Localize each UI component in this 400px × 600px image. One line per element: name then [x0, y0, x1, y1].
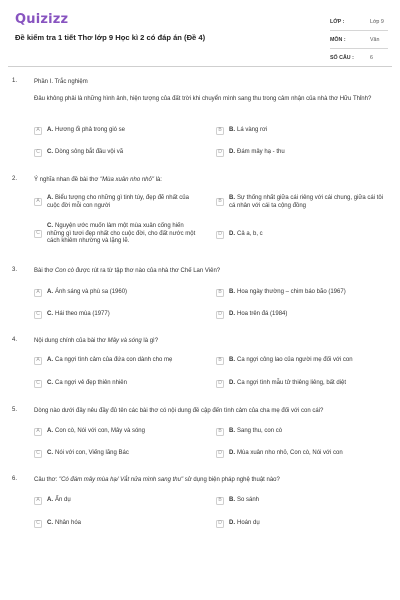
option-badge: A	[34, 198, 42, 206]
option-a[interactable]	[34, 127, 204, 135]
option-badge: C	[34, 380, 42, 388]
question-text-suffix: được rút ra từ tập thơ nào của nhà thơ Chế Lan Viên?	[73, 268, 221, 274]
option-d[interactable]	[216, 520, 388, 528]
question-text: Dòng nào dưới đây nêu đầy đủ tên các bài thơ có nội dung đề cập đến tình cảm của cha mẹ đối với con cái?	[34, 408, 324, 414]
option-letter: A.	[47, 127, 53, 133]
option-c[interactable]	[34, 311, 204, 319]
option-badge: D	[216, 149, 224, 157]
option-badge: B	[216, 289, 224, 297]
question-number: 1.	[12, 78, 18, 84]
meta-row-count	[330, 49, 388, 66]
question-text-italic: "Mùa xuân nho nhỏ"	[100, 177, 154, 183]
meta-value: Văn	[370, 36, 380, 43]
option-d[interactable]	[216, 380, 388, 388]
option-c[interactable]	[34, 380, 204, 388]
option-text: So sánh	[237, 497, 260, 503]
option-badge: B	[216, 127, 224, 135]
option-a[interactable]	[34, 357, 204, 365]
header-divider	[8, 66, 392, 67]
option-letter: A.	[47, 195, 53, 201]
option-letter: D.	[229, 231, 235, 237]
question-text-prefix: Câu thơ:	[34, 477, 59, 483]
meta-row-class	[330, 13, 388, 31]
question-text	[34, 337, 379, 345]
option-b[interactable]	[216, 497, 388, 505]
option-letter: D.	[229, 380, 235, 386]
option-text: Ca ngợi tình cảm của đứa con dành cho mẹ	[55, 357, 173, 363]
option-d[interactable]	[216, 149, 386, 157]
option-letter: B.	[229, 497, 235, 503]
option-text: Hoa trên đá (1984)	[237, 311, 288, 317]
option-letter: A.	[47, 289, 53, 295]
option-d[interactable]	[216, 450, 388, 458]
option-letter: C.	[47, 311, 53, 317]
question-text	[34, 267, 379, 275]
option-letter: D.	[229, 450, 235, 456]
option-text: Nói với con, Viếng lăng Bác	[55, 450, 129, 456]
option-b[interactable]	[216, 357, 388, 365]
question-number: 4.	[12, 337, 18, 343]
question-text	[34, 476, 379, 484]
option-d[interactable]	[216, 231, 388, 239]
option-badge: D	[216, 231, 224, 239]
meta-value: 6	[370, 54, 373, 61]
option-b[interactable]	[216, 428, 388, 436]
option-text: Hái theo mùa (1977)	[55, 311, 110, 317]
option-text: Cả a, b, c	[237, 231, 263, 237]
option-badge: A	[34, 428, 42, 436]
question-text-italic: Mây và sóng	[107, 338, 142, 344]
option-text: Ca ngợi công lao của người mẹ đối với con	[237, 357, 353, 363]
option-letter: B.	[229, 357, 235, 363]
option-letter: C.	[47, 380, 53, 386]
option-text: Ẩn dụ	[55, 497, 71, 503]
option-c[interactable]	[34, 223, 202, 246]
option-badge: D	[216, 520, 224, 528]
option-a[interactable]	[34, 497, 204, 505]
option-letter: B.	[229, 289, 235, 295]
option-letter: D.	[229, 520, 235, 526]
question-text-prefix: Nội dung chính của bài thơ	[34, 338, 108, 344]
option-badge: A	[34, 357, 42, 365]
option-text: Đám mây hạ - thu	[237, 149, 285, 155]
option-text: Dòng sông bắt đầu vội vã	[55, 149, 124, 155]
option-badge: D	[216, 311, 224, 319]
option-letter: C.	[47, 223, 53, 229]
option-letter: B.	[229, 428, 235, 434]
option-letter: A.	[47, 497, 53, 503]
option-letter: A.	[47, 428, 53, 434]
meta-box	[330, 13, 388, 66]
option-letter: C.	[47, 149, 53, 155]
question-number: 6.	[12, 476, 18, 482]
option-c[interactable]	[34, 520, 204, 528]
option-text: Hoa ngày thường – chim báo bão (1967)	[237, 289, 346, 295]
question-text-suffix: sử dụng biện pháp nghệ thuật nào?	[183, 477, 280, 483]
option-text: Con cò, Nói với con, Mây và sóng	[55, 428, 145, 434]
option-text: Ca ngợi tình mẫu tử thiêng liêng, bất diệt	[237, 380, 347, 386]
option-text: Ca ngợi vẻ đẹp thiên nhiên	[55, 380, 127, 386]
option-a[interactable]	[34, 195, 202, 210]
question-text: Đâu không phải là những hình ảnh, hiện tượng của đất trời khi chuyển mình sang thu trong cảm nhận của nhà thơ Hữu Thỉnh?	[34, 96, 372, 102]
option-b[interactable]	[216, 289, 388, 297]
quizizz-logo: Quizizz	[15, 12, 69, 27]
option-letter: D.	[229, 311, 235, 317]
option-text: Nhân hóa	[55, 520, 82, 526]
option-letter: B.	[229, 127, 235, 133]
option-badge: B	[216, 357, 224, 365]
option-badge: C	[34, 149, 42, 157]
option-text: Ánh sáng và phù sa (1960)	[55, 289, 128, 295]
option-text: Sự thống nhất giữa cái riêng với cái chung, giữa cái tôi cá nhân với cái ta cộng đồng	[229, 195, 384, 209]
option-text: Biểu tượng cho những gì tinh túy, đẹp đẽ nhất của cuộc đời mỗi con người	[47, 195, 189, 209]
option-c[interactable]	[34, 450, 204, 458]
meta-label: MÔN :	[330, 36, 346, 43]
option-letter: B.	[229, 195, 235, 201]
option-text: Lá vàng rơi	[237, 127, 268, 133]
meta-label: LỚP :	[330, 18, 345, 25]
question-text-italic: Con cò	[54, 268, 74, 274]
worksheet-header	[0, 0, 400, 66]
question-text-prefix: Bài thơ	[34, 268, 55, 274]
option-b[interactable]	[216, 127, 386, 135]
option-c[interactable]	[34, 149, 204, 157]
option-badge: D	[216, 450, 224, 458]
worksheet-title: Đề kiểm tra 1 tiết Thơ lớp 9 Học kì 2 có đáp án (Đề 4)	[15, 33, 206, 42]
option-badge: C	[34, 450, 42, 458]
option-d[interactable]	[216, 311, 388, 319]
option-text: Sang thu, con cò	[237, 428, 283, 434]
meta-value: Lớp 9	[370, 18, 384, 25]
question-text-suffix: là:	[153, 177, 162, 183]
option-badge: B	[216, 198, 224, 206]
question-text-prefix: Ý nghĩa nhan đề bài thơ	[34, 177, 100, 183]
question-text	[34, 176, 379, 184]
option-badge: B	[216, 428, 224, 436]
option-text: Hương ổi phả trong gió se	[55, 127, 125, 133]
option-text: Mùa xuân nho nhỏ, Con cò, Nói với con	[237, 450, 343, 456]
question-section: Phần I. Trắc nghiệm	[34, 79, 88, 85]
option-badge: C	[34, 520, 42, 528]
option-text: Hoán dụ	[237, 520, 260, 526]
question-number: 2.	[12, 176, 18, 182]
option-b[interactable]	[216, 195, 388, 210]
option-badge: A	[34, 497, 42, 505]
option-badge: C	[34, 230, 42, 238]
option-letter: A.	[47, 357, 53, 363]
option-badge: A	[34, 289, 42, 297]
question-number: 3.	[12, 267, 18, 273]
option-badge: D	[216, 380, 224, 388]
question-text-suffix: là gì?	[141, 338, 159, 344]
option-a[interactable]	[34, 289, 204, 297]
option-text: Nguyện ước muốn làm một mùa xuân cống hiến những gì tươi đẹp nhất cho cuộc đời, cho đất nước một cách khiêm nhường và lặng lẽ.	[47, 223, 196, 245]
option-badge: B	[216, 497, 224, 505]
option-letter: D.	[229, 149, 235, 155]
option-badge: C	[34, 311, 42, 319]
question-number: 5.	[12, 407, 18, 413]
option-letter: C.	[47, 520, 53, 526]
option-letter: C.	[47, 450, 53, 456]
option-a[interactable]	[34, 428, 204, 436]
question-text-italic: "Có đám mây mùa hạ/ Vắt nửa mình sang thu"	[58, 477, 184, 483]
option-badge: A	[34, 127, 42, 135]
meta-row-subject	[330, 31, 388, 49]
meta-label: SỐ CÂU :	[330, 54, 354, 61]
